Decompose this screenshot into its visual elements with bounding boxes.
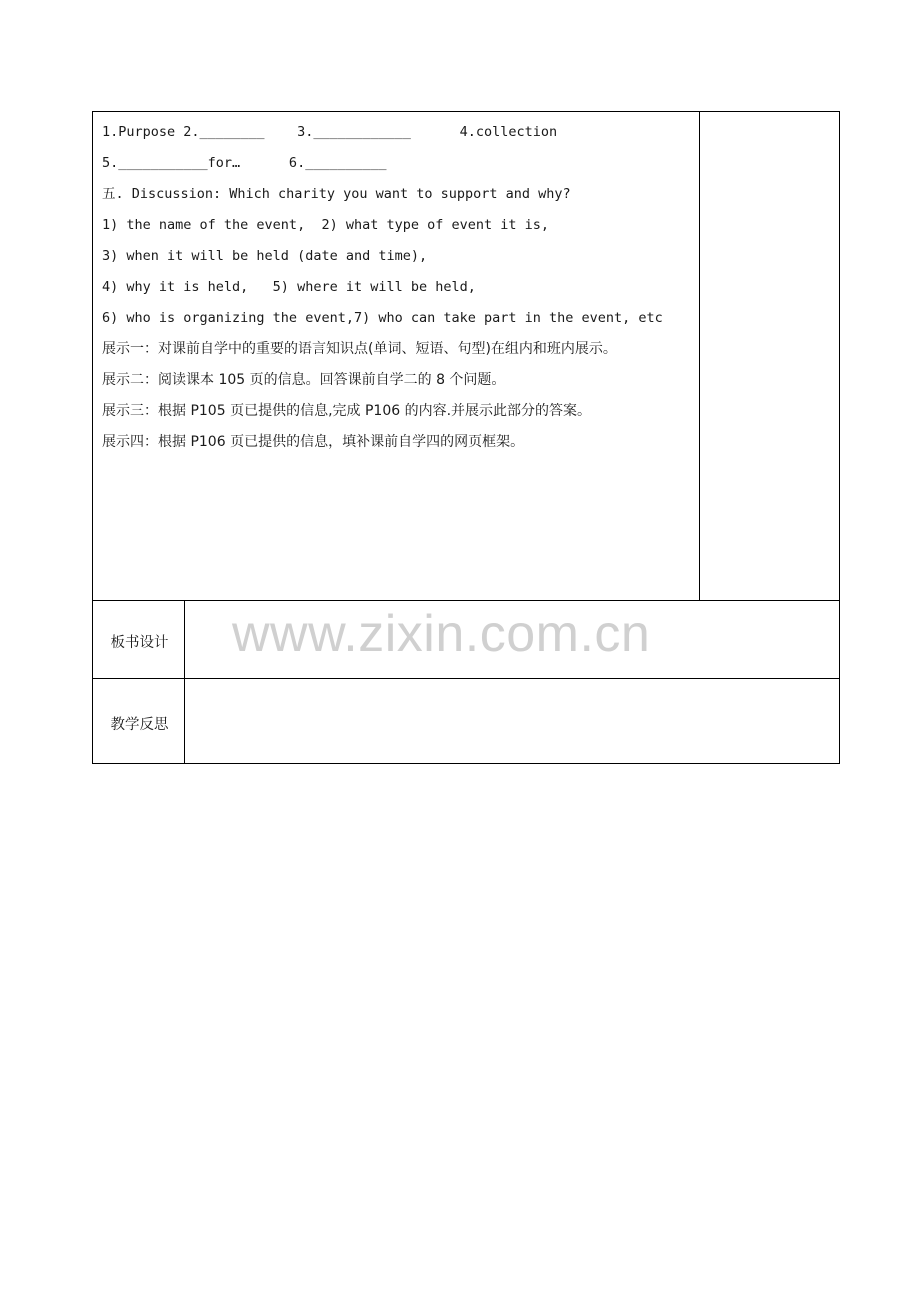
discussion-heading: 五. Discussion: Which charity you want to support and why? [102,186,571,202]
reflection-label: 教学反思 [110,717,169,733]
answer-line-2: 5.___________for… 6.__________ [102,155,387,171]
discussion-point-2: 3) when it will be held (date and time), [102,248,428,264]
watermark-text: www.zixin.com.cn [232,605,651,663]
discussion-point-4: 6) who is organizing the event,7) who can take part in the event, etc [102,310,663,326]
presentation-4: 展示四：根据 P106 页已提供的信息，填补课前自学四的网页框架。 [102,434,525,450]
reflection-content-cell [184,678,840,764]
presentation-3: 展示三：根据 P105 页已提供的信息,完成 P106 的内容.并展示此部分的答案。 [102,403,592,419]
board-design-label-cell [92,600,185,679]
board-design-label: 板书设计 [110,635,169,651]
presentation-1: 展示一：对课前自学中的重要的语言知识点(单词、短语、句型)在组内和班内展示。 [102,341,617,357]
answer-line-1: 1.Purpose 2.________ 3.____________ 4.collection [102,124,558,140]
side-notes-cell [699,111,840,601]
discussion-point-3: 4) why it is held, 5) where it will be held, [102,279,476,295]
discussion-point-1: 1) the name of the event, 2) what type of event it is, [102,217,550,233]
reflection-label-cell [92,678,185,764]
presentation-2: 展示二：阅读课本 105 页的信息。回答课前自学二的 8 个问题。 [102,372,506,388]
